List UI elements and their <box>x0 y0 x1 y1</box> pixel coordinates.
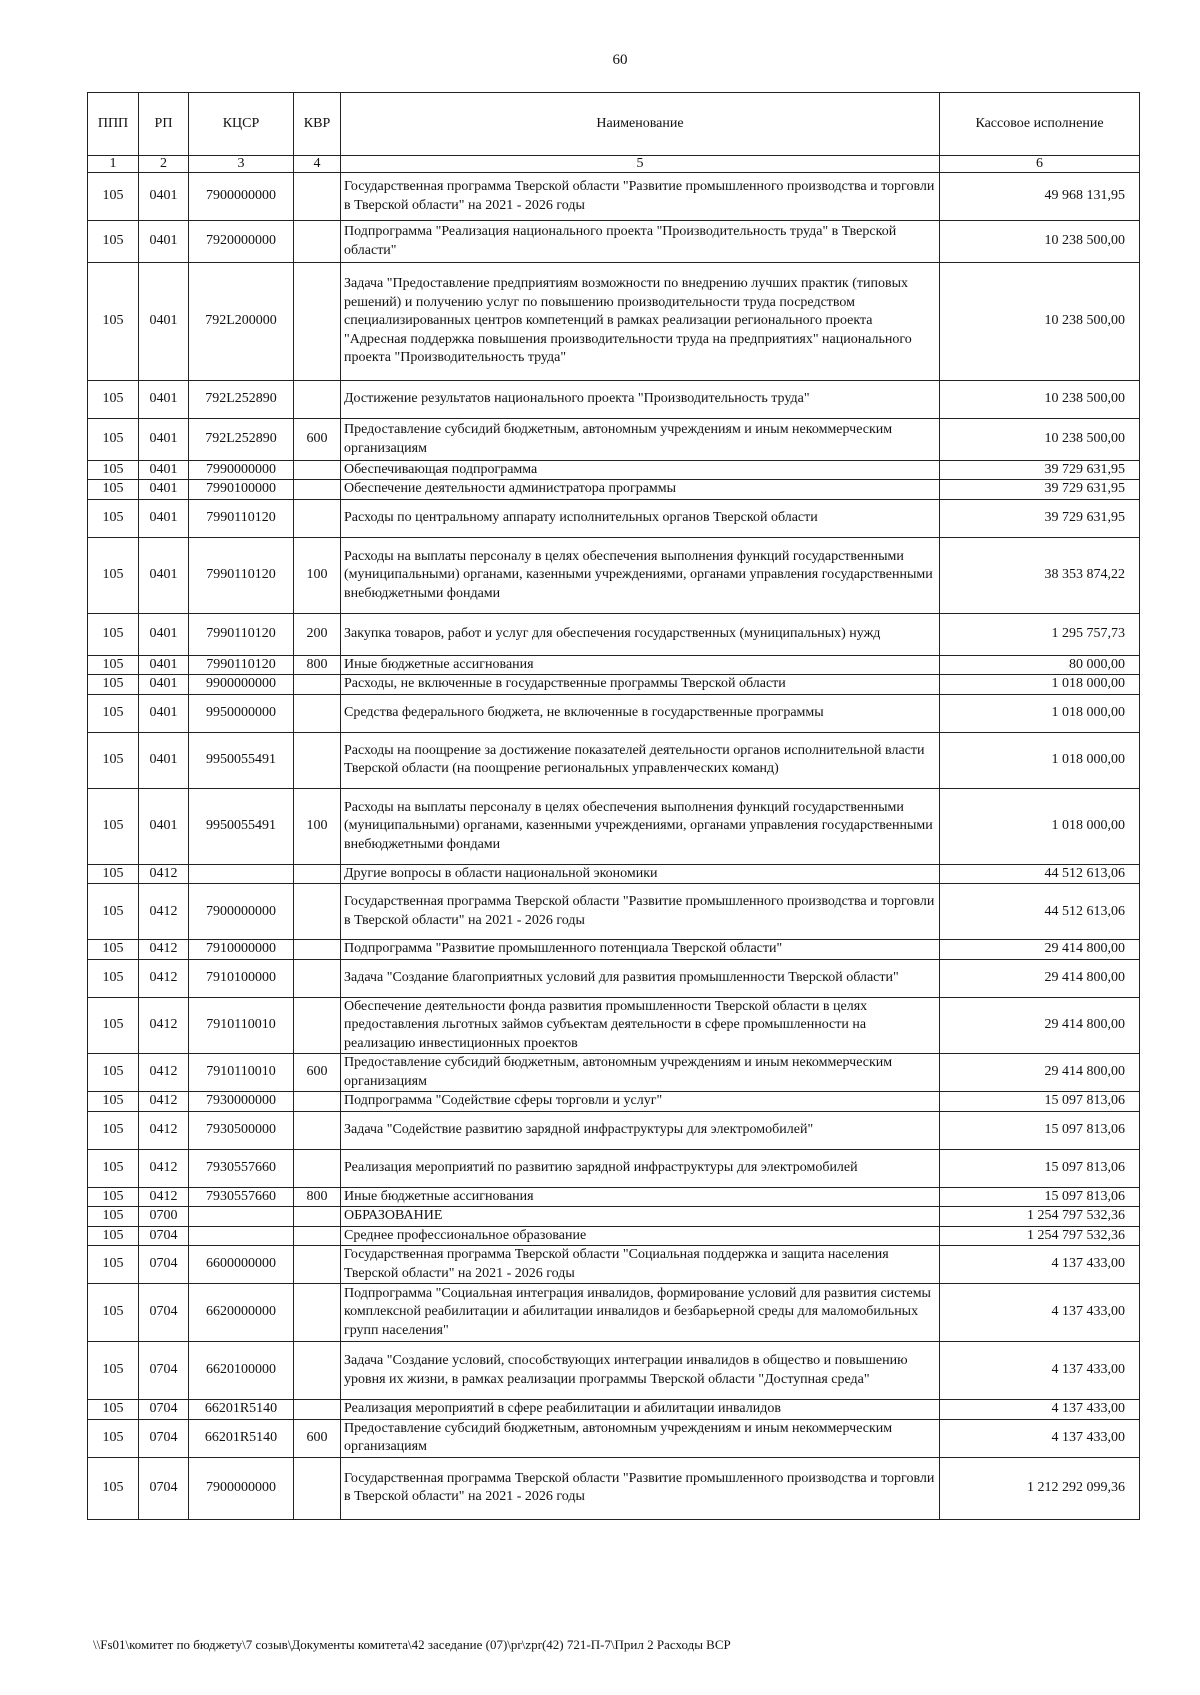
cell-rp: 0401 <box>139 480 189 499</box>
cell-kcsr: 7930500000 <box>189 1111 294 1149</box>
cell-ppp: 105 <box>88 788 139 864</box>
cell-rp: 0412 <box>139 1149 189 1187</box>
table-row <box>88 173 1140 221</box>
cell-ppp: 105 <box>88 263 139 381</box>
cell-rp: 0412 <box>139 1111 189 1149</box>
table-row <box>88 675 1140 694</box>
cell-rp: 0704 <box>139 1342 189 1400</box>
cell-kvr <box>294 732 341 788</box>
header-row <box>88 93 1140 156</box>
cell-amount: 1 018 000,00 <box>940 675 1140 694</box>
cell-ppp: 105 <box>88 381 139 419</box>
cell-ppp: 105 <box>88 499 139 537</box>
cell-kvr <box>294 1226 341 1245</box>
cell-kcsr: 7900000000 <box>189 884 294 940</box>
table-row <box>88 694 1140 732</box>
cell-kcsr: 792L200000 <box>189 263 294 381</box>
table-row <box>88 1092 1140 1111</box>
cell-ppp: 105 <box>88 655 139 674</box>
cell-rp: 0401 <box>139 173 189 221</box>
cell-kvr <box>294 221 341 263</box>
cell-name: Другие вопросы в области национальной экономики <box>341 864 940 883</box>
cell-name: Задача "Создание условий, способствующих интеграции инвалидов в общество и повышению уровня их жизни, в рамках реализации программы Тверской области "Доступная среда" <box>341 1342 940 1400</box>
cell-kcsr: 9900000000 <box>189 675 294 694</box>
cell-kcsr: 7990000000 <box>189 461 294 480</box>
table-row <box>88 419 1140 461</box>
cell-ppp: 105 <box>88 419 139 461</box>
table-row <box>88 864 1140 883</box>
table-row <box>88 1226 1140 1245</box>
cell-rp: 0401 <box>139 788 189 864</box>
cell-kvr <box>294 499 341 537</box>
cell-rp: 0401 <box>139 732 189 788</box>
cell-kvr <box>294 675 341 694</box>
header-kcsr: КЦСР <box>189 93 294 156</box>
cell-amount: 1 254 797 532,36 <box>940 1207 1140 1226</box>
cell-kvr <box>294 263 341 381</box>
table-row <box>88 480 1140 499</box>
cell-kvr: 600 <box>294 1419 341 1457</box>
cell-amount: 1 018 000,00 <box>940 694 1140 732</box>
cell-rp: 0704 <box>139 1284 189 1342</box>
cell-ppp: 105 <box>88 1054 139 1092</box>
cell-amount: 80 000,00 <box>940 655 1140 674</box>
cell-amount: 4 137 433,00 <box>940 1342 1140 1400</box>
cell-name: Подпрограмма "Содействие сферы торговли и услуг" <box>341 1092 940 1111</box>
cell-ppp: 105 <box>88 1284 139 1342</box>
cell-amount: 44 512 613,06 <box>940 864 1140 883</box>
cell-name: Задача "Предоставление предприятиям возможности по внедрению лучших практик (типовых решений) и получению услуг по повышению производительности труда посредством специализированных центров компетенций в рамках реализации регионального проекта "Адресная поддержка повышения производительности труда на предприятиях" национального проекта "Производительность труда" <box>341 263 940 381</box>
cell-kvr <box>294 1284 341 1342</box>
cell-kvr <box>294 940 341 959</box>
cell-amount: 38 353 874,22 <box>940 537 1140 613</box>
cell-kcsr: 6620100000 <box>189 1342 294 1400</box>
cell-rp: 0412 <box>139 997 189 1053</box>
table-row <box>88 1457 1140 1519</box>
table-row <box>88 221 1140 263</box>
table-body <box>88 173 1140 1520</box>
cell-rp: 0704 <box>139 1400 189 1419</box>
cell-kvr: 800 <box>294 1187 341 1206</box>
cell-rp: 0401 <box>139 613 189 655</box>
cell-amount: 1 212 292 099,36 <box>940 1457 1140 1519</box>
header-rp: РП <box>139 93 189 156</box>
cell-kcsr: 7910110010 <box>189 997 294 1053</box>
cell-kcsr: 7990110120 <box>189 655 294 674</box>
file-path-footer: \\Fs01\комитет по бюджету\7 созыв\Документы комитета\42 заседание (07)\pr\zpr(42) 721-П-7\Прил 2 Расходы ВСР <box>93 1637 731 1652</box>
cell-kcsr: 6600000000 <box>189 1246 294 1284</box>
cell-name: Задача "Содействие развитию зарядной инфраструктуры для электромобилей" <box>341 1111 940 1149</box>
cell-name: Подпрограмма "Реализация национального проекта "Производительность труда" в Тверской области" <box>341 221 940 263</box>
table-row <box>88 788 1140 864</box>
table-row <box>88 263 1140 381</box>
cell-ppp: 105 <box>88 1187 139 1206</box>
cell-kcsr: 9950055491 <box>189 788 294 864</box>
cell-kcsr <box>189 1207 294 1226</box>
header-ppp: ППП <box>88 93 139 156</box>
table-row <box>88 1054 1140 1092</box>
cell-kvr <box>294 381 341 419</box>
cell-rp: 0412 <box>139 864 189 883</box>
cell-amount: 39 729 631,95 <box>940 499 1140 537</box>
cell-amount: 39 729 631,95 <box>940 480 1140 499</box>
cell-rp: 0401 <box>139 263 189 381</box>
table-row <box>88 499 1140 537</box>
cell-rp: 0412 <box>139 1187 189 1206</box>
cell-kvr <box>294 997 341 1053</box>
table-row <box>88 884 1140 940</box>
cell-kcsr: 7910110010 <box>189 1054 294 1092</box>
cell-kcsr: 66201R5140 <box>189 1400 294 1419</box>
cell-rp: 0401 <box>139 499 189 537</box>
cell-ppp: 105 <box>88 959 139 997</box>
cell-amount: 15 097 813,06 <box>940 1149 1140 1187</box>
cell-rp: 0412 <box>139 884 189 940</box>
table-row <box>88 1149 1140 1187</box>
column-number: 4 <box>294 156 341 173</box>
cell-kvr <box>294 1246 341 1284</box>
cell-rp: 0401 <box>139 419 189 461</box>
cell-amount: 1 254 797 532,36 <box>940 1226 1140 1245</box>
cell-amount: 29 414 800,00 <box>940 997 1140 1053</box>
column-number: 6 <box>940 156 1140 173</box>
header-name: Наименование <box>341 93 940 156</box>
cell-name: Расходы на выплаты персоналу в целях обеспечения выполнения функций государственными (муниципальными) органами, казенными учреждениями, органами управления государственными внебюджетными фондами <box>341 788 940 864</box>
table-row <box>88 1187 1140 1206</box>
cell-kvr <box>294 480 341 499</box>
column-number: 5 <box>341 156 940 173</box>
cell-ppp: 105 <box>88 461 139 480</box>
cell-name: Подпрограмма "Развитие промышленного потенциала Тверской области" <box>341 940 940 959</box>
cell-amount: 10 238 500,00 <box>940 221 1140 263</box>
cell-name: Иные бюджетные ассигнования <box>341 655 940 674</box>
column-number: 1 <box>88 156 139 173</box>
table-row <box>88 1111 1140 1149</box>
table-row <box>88 461 1140 480</box>
table-row <box>88 732 1140 788</box>
cell-kcsr: 7930000000 <box>189 1092 294 1111</box>
header-amount: Кассовое исполнение <box>940 93 1140 156</box>
cell-amount: 49 968 131,95 <box>940 173 1140 221</box>
cell-kvr <box>294 1092 341 1111</box>
cell-name: Предоставление субсидий бюджетным, автономным учреждениям и иным некоммерческим организациям <box>341 419 940 461</box>
cell-rp: 0401 <box>139 381 189 419</box>
cell-kcsr: 7990110120 <box>189 613 294 655</box>
cell-kcsr: 9950055491 <box>189 732 294 788</box>
cell-kvr: 100 <box>294 537 341 613</box>
table-row <box>88 1284 1140 1342</box>
page-number: 60 <box>612 52 628 68</box>
cell-name: Государственная программа Тверской области "Развитие промышленного производства и торговли в Тверской области" на 2021 - 2026 годы <box>341 173 940 221</box>
cell-kvr <box>294 1111 341 1149</box>
cell-ppp: 105 <box>88 221 139 263</box>
cell-name: Расходы на поощрение за достижение показателей деятельности органов исполнительной власти Тверской области (на поощрение региональных управленческих команд) <box>341 732 940 788</box>
column-number: 3 <box>189 156 294 173</box>
cell-ppp: 105 <box>88 173 139 221</box>
cell-rp: 0401 <box>139 655 189 674</box>
cell-name: Расходы на выплаты персоналу в целях обеспечения выполнения функций государственными (муниципальными) органами, казенными учреждениями, органами управления государственными внебюджетными фондами <box>341 537 940 613</box>
cell-rp: 0412 <box>139 959 189 997</box>
cell-name: Обеспечивающая подпрограмма <box>341 461 940 480</box>
cell-name: Обеспечение деятельности фонда развития промышленности Тверской области в целях предоставления льготных займов субъектам деятельности в сфере промышленности на реализацию инвестиционных проектов <box>341 997 940 1053</box>
cell-rp: 0401 <box>139 675 189 694</box>
cell-kvr <box>294 1457 341 1519</box>
cell-rp: 0401 <box>139 221 189 263</box>
cell-ppp: 105 <box>88 1111 139 1149</box>
cell-name: Предоставление субсидий бюджетным, автономным учреждениям и иным некоммерческим организациям <box>341 1419 940 1457</box>
column-number-row <box>88 156 1140 173</box>
cell-name: Государственная программа Тверской области "Развитие промышленного производства и торговли в Тверской области" на 2021 - 2026 годы <box>341 1457 940 1519</box>
cell-amount: 44 512 613,06 <box>940 884 1140 940</box>
table-row <box>88 1207 1140 1226</box>
cell-ppp: 105 <box>88 480 139 499</box>
cell-ppp: 105 <box>88 675 139 694</box>
cell-kvr <box>294 461 341 480</box>
cell-rp: 0412 <box>139 940 189 959</box>
cell-ppp: 105 <box>88 1149 139 1187</box>
column-number: 2 <box>139 156 189 173</box>
cell-amount: 29 414 800,00 <box>940 940 1140 959</box>
table-row <box>88 959 1140 997</box>
table-row <box>88 381 1140 419</box>
cell-ppp: 105 <box>88 1342 139 1400</box>
cell-amount: 39 729 631,95 <box>940 461 1140 480</box>
cell-ppp: 105 <box>88 1400 139 1419</box>
cell-ppp: 105 <box>88 1092 139 1111</box>
cell-kvr <box>294 884 341 940</box>
cell-name: Средства федерального бюджета, не включенные в государственные программы <box>341 694 940 732</box>
cell-amount: 4 137 433,00 <box>940 1246 1140 1284</box>
cell-name: Расходы, не включенные в государственные программы Тверской области <box>341 675 940 694</box>
cell-name: Подпрограмма "Социальная интеграция инвалидов, формирование условий для развития системы комплексной реабилитации и абилитации инвалидов и безбарьерной среды для маломобильных групп населения" <box>341 1284 940 1342</box>
cell-name: Реализация мероприятий в сфере реабилитации и абилитации инвалидов <box>341 1400 940 1419</box>
cell-amount: 1 295 757,73 <box>940 613 1140 655</box>
cell-amount: 1 018 000,00 <box>940 788 1140 864</box>
cell-kvr: 100 <box>294 788 341 864</box>
cell-kvr <box>294 1342 341 1400</box>
cell-kvr: 800 <box>294 655 341 674</box>
cell-kvr <box>294 1149 341 1187</box>
cell-ppp: 105 <box>88 1226 139 1245</box>
cell-kvr <box>294 864 341 883</box>
cell-amount: 4 137 433,00 <box>940 1284 1140 1342</box>
cell-ppp: 105 <box>88 1207 139 1226</box>
cell-kvr: 600 <box>294 419 341 461</box>
cell-amount: 1 018 000,00 <box>940 732 1140 788</box>
cell-kcsr: 7920000000 <box>189 221 294 263</box>
cell-amount: 10 238 500,00 <box>940 263 1140 381</box>
cell-rp: 0704 <box>139 1419 189 1457</box>
table-row <box>88 1342 1140 1400</box>
cell-name: Расходы по центральному аппарату исполнительных органов Тверской области <box>341 499 940 537</box>
cell-kvr <box>294 1400 341 1419</box>
cell-amount: 10 238 500,00 <box>940 419 1140 461</box>
cell-kvr <box>294 959 341 997</box>
cell-kcsr: 7990110120 <box>189 499 294 537</box>
cell-amount: 4 137 433,00 <box>940 1400 1140 1419</box>
cell-kvr <box>294 1207 341 1226</box>
cell-amount: 15 097 813,06 <box>940 1187 1140 1206</box>
table-row <box>88 1246 1140 1284</box>
cell-ppp: 105 <box>88 1246 139 1284</box>
cell-ppp: 105 <box>88 732 139 788</box>
cell-name: Среднее профессиональное образование <box>341 1226 940 1245</box>
cell-ppp: 105 <box>88 1419 139 1457</box>
cell-name: Предоставление субсидий бюджетным, автономным учреждениям и иным некоммерческим организациям <box>341 1054 940 1092</box>
cell-kcsr: 7930557660 <box>189 1187 294 1206</box>
cell-rp: 0412 <box>139 1054 189 1092</box>
cell-amount: 10 238 500,00 <box>940 381 1140 419</box>
budget-table-container <box>87 92 1140 1520</box>
cell-rp: 0401 <box>139 537 189 613</box>
cell-rp: 0704 <box>139 1457 189 1519</box>
cell-kcsr: 792L252890 <box>189 381 294 419</box>
cell-kcsr <box>189 1226 294 1245</box>
cell-name: Закупка товаров, работ и услуг для обеспечения государственных (муниципальных) нужд <box>341 613 940 655</box>
cell-kcsr: 6620000000 <box>189 1284 294 1342</box>
cell-ppp: 105 <box>88 940 139 959</box>
cell-kcsr: 7910000000 <box>189 940 294 959</box>
cell-name: Государственная программа Тверской области "Развитие промышленного производства и торговли в Тверской области" на 2021 - 2026 годы <box>341 884 940 940</box>
table-header <box>88 93 1140 173</box>
cell-kvr <box>294 694 341 732</box>
cell-kvr <box>294 173 341 221</box>
table-row <box>88 613 1140 655</box>
cell-rp: 0401 <box>139 461 189 480</box>
cell-kcsr: 7900000000 <box>189 173 294 221</box>
cell-rp: 0704 <box>139 1246 189 1284</box>
cell-kvr: 200 <box>294 613 341 655</box>
table-row <box>88 940 1140 959</box>
cell-name: Реализация мероприятий по развитию зарядной инфраструктуры для электромобилей <box>341 1149 940 1187</box>
cell-kcsr: 9950000000 <box>189 694 294 732</box>
cell-name: Иные бюджетные ассигнования <box>341 1187 940 1206</box>
cell-amount: 29 414 800,00 <box>940 959 1140 997</box>
cell-kcsr <box>189 864 294 883</box>
cell-kcsr: 66201R5140 <box>189 1419 294 1457</box>
cell-kcsr: 7990110120 <box>189 537 294 613</box>
cell-amount: 15 097 813,06 <box>940 1092 1140 1111</box>
table-row <box>88 537 1140 613</box>
cell-rp: 0704 <box>139 1226 189 1245</box>
table-row <box>88 1419 1140 1457</box>
cell-rp: 0412 <box>139 1092 189 1111</box>
table-row <box>88 655 1140 674</box>
cell-name: Задача "Создание благоприятных условий для развития промышленности Тверской области" <box>341 959 940 997</box>
cell-kcsr: 7910100000 <box>189 959 294 997</box>
cell-ppp: 105 <box>88 864 139 883</box>
cell-ppp: 105 <box>88 613 139 655</box>
cell-kvr: 600 <box>294 1054 341 1092</box>
table-row <box>88 1400 1140 1419</box>
cell-kcsr: 792L252890 <box>189 419 294 461</box>
cell-amount: 15 097 813,06 <box>940 1111 1140 1149</box>
cell-amount: 29 414 800,00 <box>940 1054 1140 1092</box>
cell-name: Обеспечение деятельности администратора программы <box>341 480 940 499</box>
cell-ppp: 105 <box>88 997 139 1053</box>
cell-name: Государственная программа Тверской области "Социальная поддержка и защита населения Тверской области" на 2021 - 2026 годы <box>341 1246 940 1284</box>
cell-ppp: 105 <box>88 1457 139 1519</box>
cell-amount: 4 137 433,00 <box>940 1419 1140 1457</box>
budget-expenditure-table <box>87 92 1140 1520</box>
table-row <box>88 997 1140 1053</box>
cell-rp: 0700 <box>139 1207 189 1226</box>
cell-ppp: 105 <box>88 694 139 732</box>
cell-kcsr: 7900000000 <box>189 1457 294 1519</box>
cell-name: Достижение результатов национального проекта "Производительность труда" <box>341 381 940 419</box>
header-kvr: КВР <box>294 93 341 156</box>
cell-rp: 0401 <box>139 694 189 732</box>
cell-kcsr: 7990100000 <box>189 480 294 499</box>
cell-kcsr: 7930557660 <box>189 1149 294 1187</box>
cell-ppp: 105 <box>88 884 139 940</box>
cell-ppp: 105 <box>88 537 139 613</box>
cell-name: ОБРАЗОВАНИЕ <box>341 1207 940 1226</box>
